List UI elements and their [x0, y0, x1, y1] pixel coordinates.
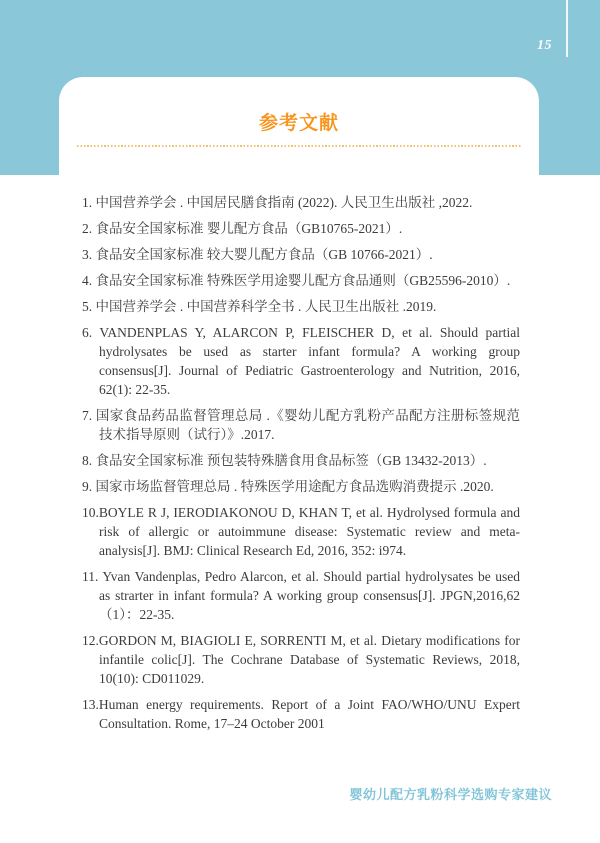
- reference-item: 5. 中国营养学会 . 中国营养科学全书 . 人民卫生出版社 .2019.: [82, 299, 437, 314]
- dotted-divider: [77, 145, 521, 147]
- reference-item: 11. Yvan Vandenplas, Pedro Alarcon, et al. Should partial hydrolysates be used as strarter in infant formula? A working group consensus[J]. JPGN,2016,62（1）：22-35.: [82, 569, 520, 622]
- reference-item: 7. 国家食品药品监督管理总局 .《婴幼儿配方乳粉产品配方注册标签规范技术指导原则（试行）》.2017.: [82, 408, 520, 442]
- footer-title: 婴幼儿配方乳粉科学选购专家建议: [349, 787, 552, 802]
- reference-item: 13.Human energy requirements. Report of a Joint FAO/WHO/UNU Expert Consultation. Rome, 17–24 October 2001: [82, 697, 520, 731]
- reference-list: [82, 193, 520, 733]
- header-rule: [566, 0, 568, 57]
- reference-item: 10.BOYLE R J, IERODIAKONOU D, KHAN T, et al. Hydrolysed formula and risk of allergic or autoimmune disease: Systematic review and meta-analysis[J]. BMJ: Clinical Research Ed, 2016, 352: i974.: [82, 505, 520, 558]
- reference-item: 8. 食品安全国家标准 预包装特殊膳食用食品标签（GB 13432-2013）.: [82, 453, 487, 468]
- reference-item: 4. 食品安全国家标准 特殊医学用途婴儿配方食品通则（GB25596-2010）.: [82, 273, 511, 288]
- reference-item: 2. 食品安全国家标准 婴儿配方食品（GB10765-2021）.: [82, 221, 403, 236]
- reference-item: 9. 国家市场监督管理总局 . 特殊医学用途配方食品选购消费提示 .2020.: [82, 479, 494, 494]
- reference-item: 1. 中国营养学会 . 中国居民膳食指南 (2022). 人民卫生出版社 ,2022.: [82, 195, 473, 210]
- reference-item: 6. VANDENPLAS Y, ALARCON P, FLEISCHER D, et al. Should partial hydrolysates be used as starter infant formula? A working group consensus[J]. Journal of Pediatric Gastroenterology and Nutrition, 2016, 62(1): 22-35.: [82, 325, 520, 397]
- content-card: [59, 77, 539, 843]
- section-title: 参考文献: [258, 113, 339, 134]
- reference-item: 12.GORDON M, BIAGIOLI E, SORRENTI M, et al. Dietary modifications for infantile colic[J]. The Cochrane Database of Systematic Reviews, 2018, 10(10): CD011029.: [82, 633, 520, 686]
- page-number: 15: [537, 38, 552, 53]
- reference-item: 3. 食品安全国家标准 较大婴儿配方食品（GB 10766-2021）.: [82, 247, 433, 262]
